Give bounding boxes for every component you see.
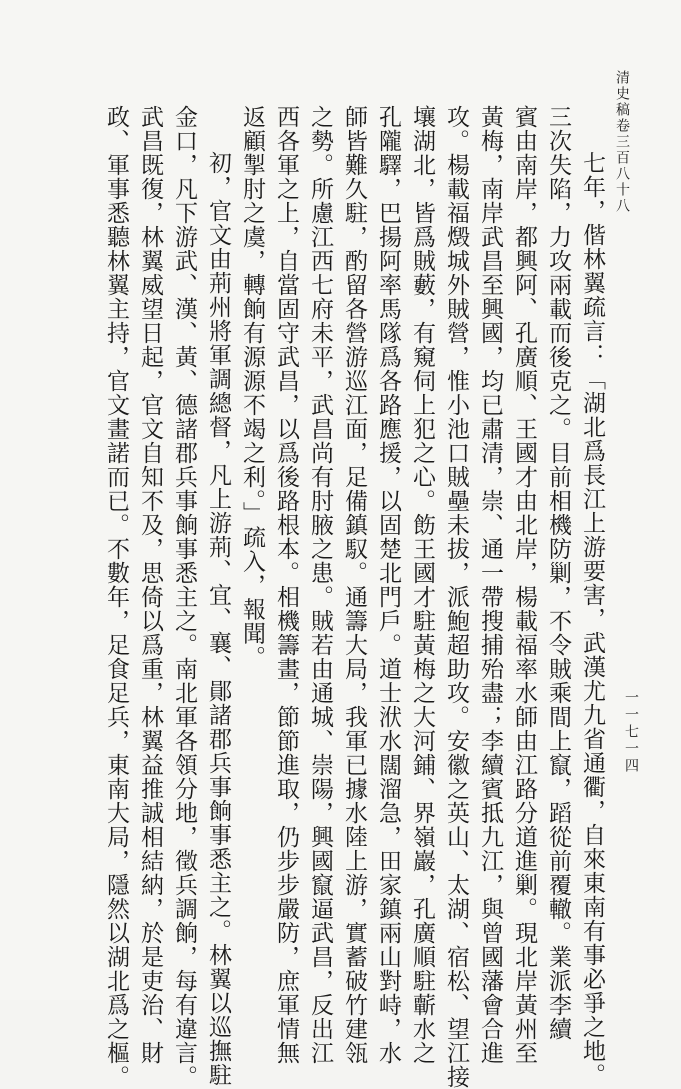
- text-column: 七年，偕林翼疏言：「湖北爲長江上游要害，武漢尤九省通衢，自來東南有事必爭之地。: [579, 151, 605, 1087]
- text-column: 三次失陷，力攻兩載而後克之。目前相機防剿，不令賊乘間上竄，蹈從前覆轍。業派李續: [545, 105, 571, 1041]
- page-number: 一一七一四: [623, 690, 639, 775]
- text-column: 攻。楊載福燬城外賊營，惟小池口賊壘未拔，派鮑超助攻。安徽之英山、太湖、宿松、望江接: [443, 105, 469, 1089]
- body-text: [99, 105, 609, 1089]
- text-column: 孔隴驛，巴揚阿率馬隊爲各路應援，以固楚北門戶。道士洑水闊溜急，田家鎮兩山對峙，水: [375, 105, 401, 1065]
- text-column: 黃梅，南岸武昌至興國，均已肅清，崇、通一帶搜捕殆盡；李續賓抵九江，與曾國藩會合進: [477, 105, 503, 1065]
- text-column: 賓由南岸，都興阿、孔廣順、王國才由北岸，楊載福率水師由江路分道進剿。現北岸黃州至: [511, 105, 537, 1065]
- text-column: 初，官文由荊州將軍調總督，凡上游荊、宜、襄、鄖諸郡兵事餉事悉主之。林翼以巡撫駐: [205, 151, 231, 1087]
- text-column: 返顧掣肘之虞，轉餉有源源不竭之利。」疏入，報聞。: [239, 105, 265, 670]
- text-column: 之勢。所慮江西七府未平，武昌尚有肘腋之患。賊若由通城、崇陽，興國竄逼武昌，反出江: [307, 105, 333, 1065]
- text-column: 金口，凡下游武、漢、黃、德諸郡兵事餉事悉主之。南北軍各領分地，徵兵調餉，每有違言。: [171, 105, 197, 1089]
- text-column: 武昌既復，林翼威望日起，官文自知不及，思倚以爲重，林翼益推誠相結納，於是吏治、財: [137, 105, 163, 1065]
- running-header-book-title: 清史稿卷三百八十八: [614, 70, 630, 214]
- text-column: 西各軍之上，自當固守武昌，以爲後路根本。相機籌畫，節節進取，仍步步嚴防，庶軍情無: [273, 105, 299, 1065]
- text-column: 壤湖北，皆爲賊藪，有窺伺上犯之心。飭王國才駐黃梅之大河鋪、界嶺巖，孔廣順駐蘄水之: [409, 105, 435, 1065]
- text-column: 政、軍事悉聽林翼主持，官文畫諾而已。不數年，足食足兵，東南大局，隱然以湖北爲之樞。: [103, 105, 129, 1089]
- text-column: 師皆難久駐，酌留各營游巡江面，足備鎮馭。通籌大局，我軍已據水陸上游，實蓄破竹建瓴: [341, 105, 367, 1065]
